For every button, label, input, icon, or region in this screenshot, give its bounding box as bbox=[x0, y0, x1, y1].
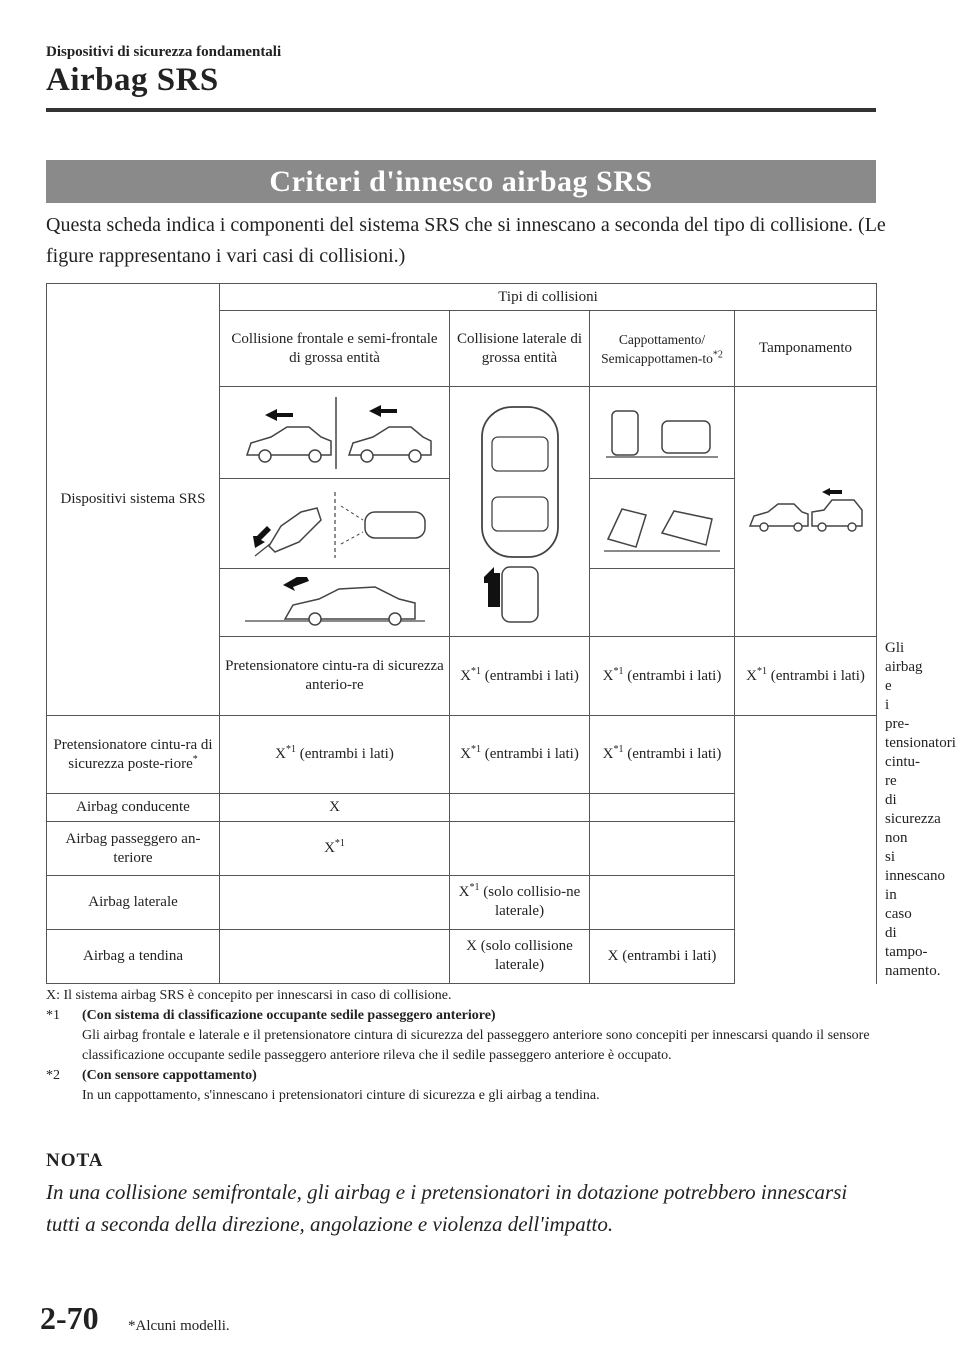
row-label-front-pretensioner: Pretensionatore cintu-ra di sicurezza anterio-re bbox=[220, 637, 450, 716]
x-legend: X: Il sistema airbag SRS è concepito per innescarsi in caso di collisione. bbox=[46, 988, 452, 1003]
figure-rollover-2 bbox=[590, 479, 735, 569]
cell-r2-c1: X bbox=[220, 793, 450, 821]
cell-r3-c3 bbox=[590, 821, 735, 875]
nota-heading: NOTA bbox=[46, 1150, 104, 1171]
page-number: 2-70 bbox=[40, 1300, 99, 1336]
section-label: Dispositivi di sicurezza fondamentali bbox=[46, 44, 282, 60]
note-1-mark: *1 bbox=[46, 1008, 60, 1023]
row-label-rear-pretensioner: Pretensionatore cintu-ra di sicurezza poste-riore* bbox=[47, 716, 220, 793]
note-2-title: (Con sensore cappottamento) bbox=[82, 1068, 257, 1083]
cell-r1-c1: $X^{*1}$ (entrambi i lati) bbox=[220, 716, 450, 793]
cell-r5-c2: X (solo collisione laterale) bbox=[450, 929, 590, 983]
figure-side bbox=[450, 387, 590, 637]
rear-collision-figure bbox=[746, 482, 866, 542]
frontal-collision-figure bbox=[235, 393, 435, 473]
note-1-body: Gli airbag frontale e laterale e il pretensionatore cintura di sicurezza del passeggero anteriore sono concepiti per innescarsi quando il sensore classificazione occupante sedile passeggero anteriore rileva che il sedile passeggero anteriore è occupato. bbox=[82, 1028, 870, 1063]
cell-r3-c2 bbox=[450, 821, 590, 875]
col-rear: Tamponamento bbox=[735, 311, 877, 387]
side-collision-figure bbox=[460, 397, 580, 627]
cell-r5-c3: X (entrambi i lati) bbox=[590, 929, 735, 983]
cell-r1-c2: $X^{*1}$ (entrambi i lati) bbox=[450, 716, 590, 793]
note-2 bbox=[46, 1066, 876, 1106]
cell-r4-c3 bbox=[590, 876, 735, 929]
note-2-mark: *2 bbox=[46, 1068, 60, 1083]
row-label-curtain-airbag: Airbag a tendina bbox=[47, 929, 220, 983]
cell-r3-c1: $X^{*1}$ bbox=[220, 821, 450, 875]
figure-frontal-1 bbox=[220, 387, 450, 479]
note-2-body: In un cappottamento, s'innescano i pretensionatori cinture di sicurezza e gli airbag a tendina. bbox=[82, 1088, 600, 1103]
col-rollover: Cappottamento/ Semicappottamen-$to^{*2}$ bbox=[590, 311, 735, 387]
cell-r4-c1 bbox=[220, 876, 450, 929]
rollover-figure bbox=[602, 403, 722, 463]
cell-r0-c1: $X^{*1}$ (entrambi i lati) bbox=[450, 637, 590, 716]
figure-frontal-3 bbox=[220, 569, 450, 637]
cell-r0-c3: $X^{*1}$ (entrambi i lati) bbox=[735, 637, 877, 716]
intro-paragraph: Questa scheda indica i componenti del sistema SRS che si innescano a seconda del tipo di collisione. (Le figure rappresentano i vari casi di collisioni.) bbox=[46, 214, 886, 267]
banner-heading: Criteri d'innesco airbag SRS bbox=[46, 160, 876, 203]
offset-frontal-figure bbox=[235, 573, 435, 633]
col-frontal: Collisione frontale e semi-frontale di grossa entità bbox=[220, 311, 450, 387]
semi-frontal-figure bbox=[235, 486, 435, 562]
deployment-table: Dispositivi sistema SRS Tipi di collisioni Collisione frontale e semi-frontale di grossa entità Collisione laterale di grossa entità Cappottamento/ Semicappottamen-$to^{*2}$ Tamponamento Pretensionatore cintu-ra di sicurezza anterio-re $X^{*1}$ (entrambi i lati) $X^{*1}$ (entrambi i lati) $X^{*1}$ (entrambi i lati) Gli airbag e i pre-tensionatori cintu-re di sicurezza non si innescano in caso di tampo-namento. Pretensionatore cintu-ra di sicurezza poste-riore* $X^{*1}$ (entrambi i lati) $X^{*1}$ (entrambi i lati) $X^{*1}$ (entrambi i lati) Airbag conducente X Airbag passeggero an-teriore $X^{*1}$ Airbag laterale $X^{*1}$ (solo collisio-ne laterale) Airbag a tendina X (solo collisione laterale) X (entrambi i lati) bbox=[46, 283, 877, 984]
cell-r2-c3 bbox=[590, 793, 735, 821]
note-1 bbox=[46, 1006, 876, 1066]
title-rule bbox=[46, 108, 876, 112]
nota-text: In una collisione semifrontale, gli airbag e i pretensionatori in dotazione potrebbero innescarsi tutti a seconda della direzione, angolazione e violenza dell'impatto. bbox=[46, 1180, 848, 1236]
cell-r4-c2: $X^{*1}$ (solo collisio-ne laterale) bbox=[450, 876, 590, 929]
row-label-passenger-airbag: Airbag passeggero an-teriore bbox=[47, 821, 220, 875]
cell-r1-c3: $X^{*1}$ (entrambi i lati) bbox=[590, 716, 735, 793]
figure-rear bbox=[735, 387, 877, 637]
footer-footnote: *Alcuni modelli. bbox=[128, 1318, 230, 1334]
figure-rollover-1 bbox=[590, 387, 735, 479]
cell-r0-c2: $X^{*1}$ (entrambi i lati) bbox=[590, 637, 735, 716]
semi-rollover-figure bbox=[602, 489, 722, 559]
row-label-side-airbag: Airbag laterale bbox=[47, 876, 220, 929]
page-title: Airbag SRS bbox=[46, 62, 219, 98]
figure-frontal-2 bbox=[220, 479, 450, 569]
group-header: Tipi di collisioni bbox=[220, 284, 877, 311]
footnotes bbox=[46, 986, 876, 1106]
col-side: Collisione laterale di grossa entità bbox=[450, 311, 590, 387]
cell-r5-c1 bbox=[220, 929, 450, 983]
cell-r2-c2 bbox=[450, 793, 590, 821]
note-1-title: (Con sistema di classificazione occupante sedile passeggero anteriore) bbox=[82, 1008, 496, 1023]
row-label-driver-airbag: Airbag conducente bbox=[47, 793, 220, 821]
corner-cell: Dispositivi sistema SRS bbox=[47, 284, 220, 716]
